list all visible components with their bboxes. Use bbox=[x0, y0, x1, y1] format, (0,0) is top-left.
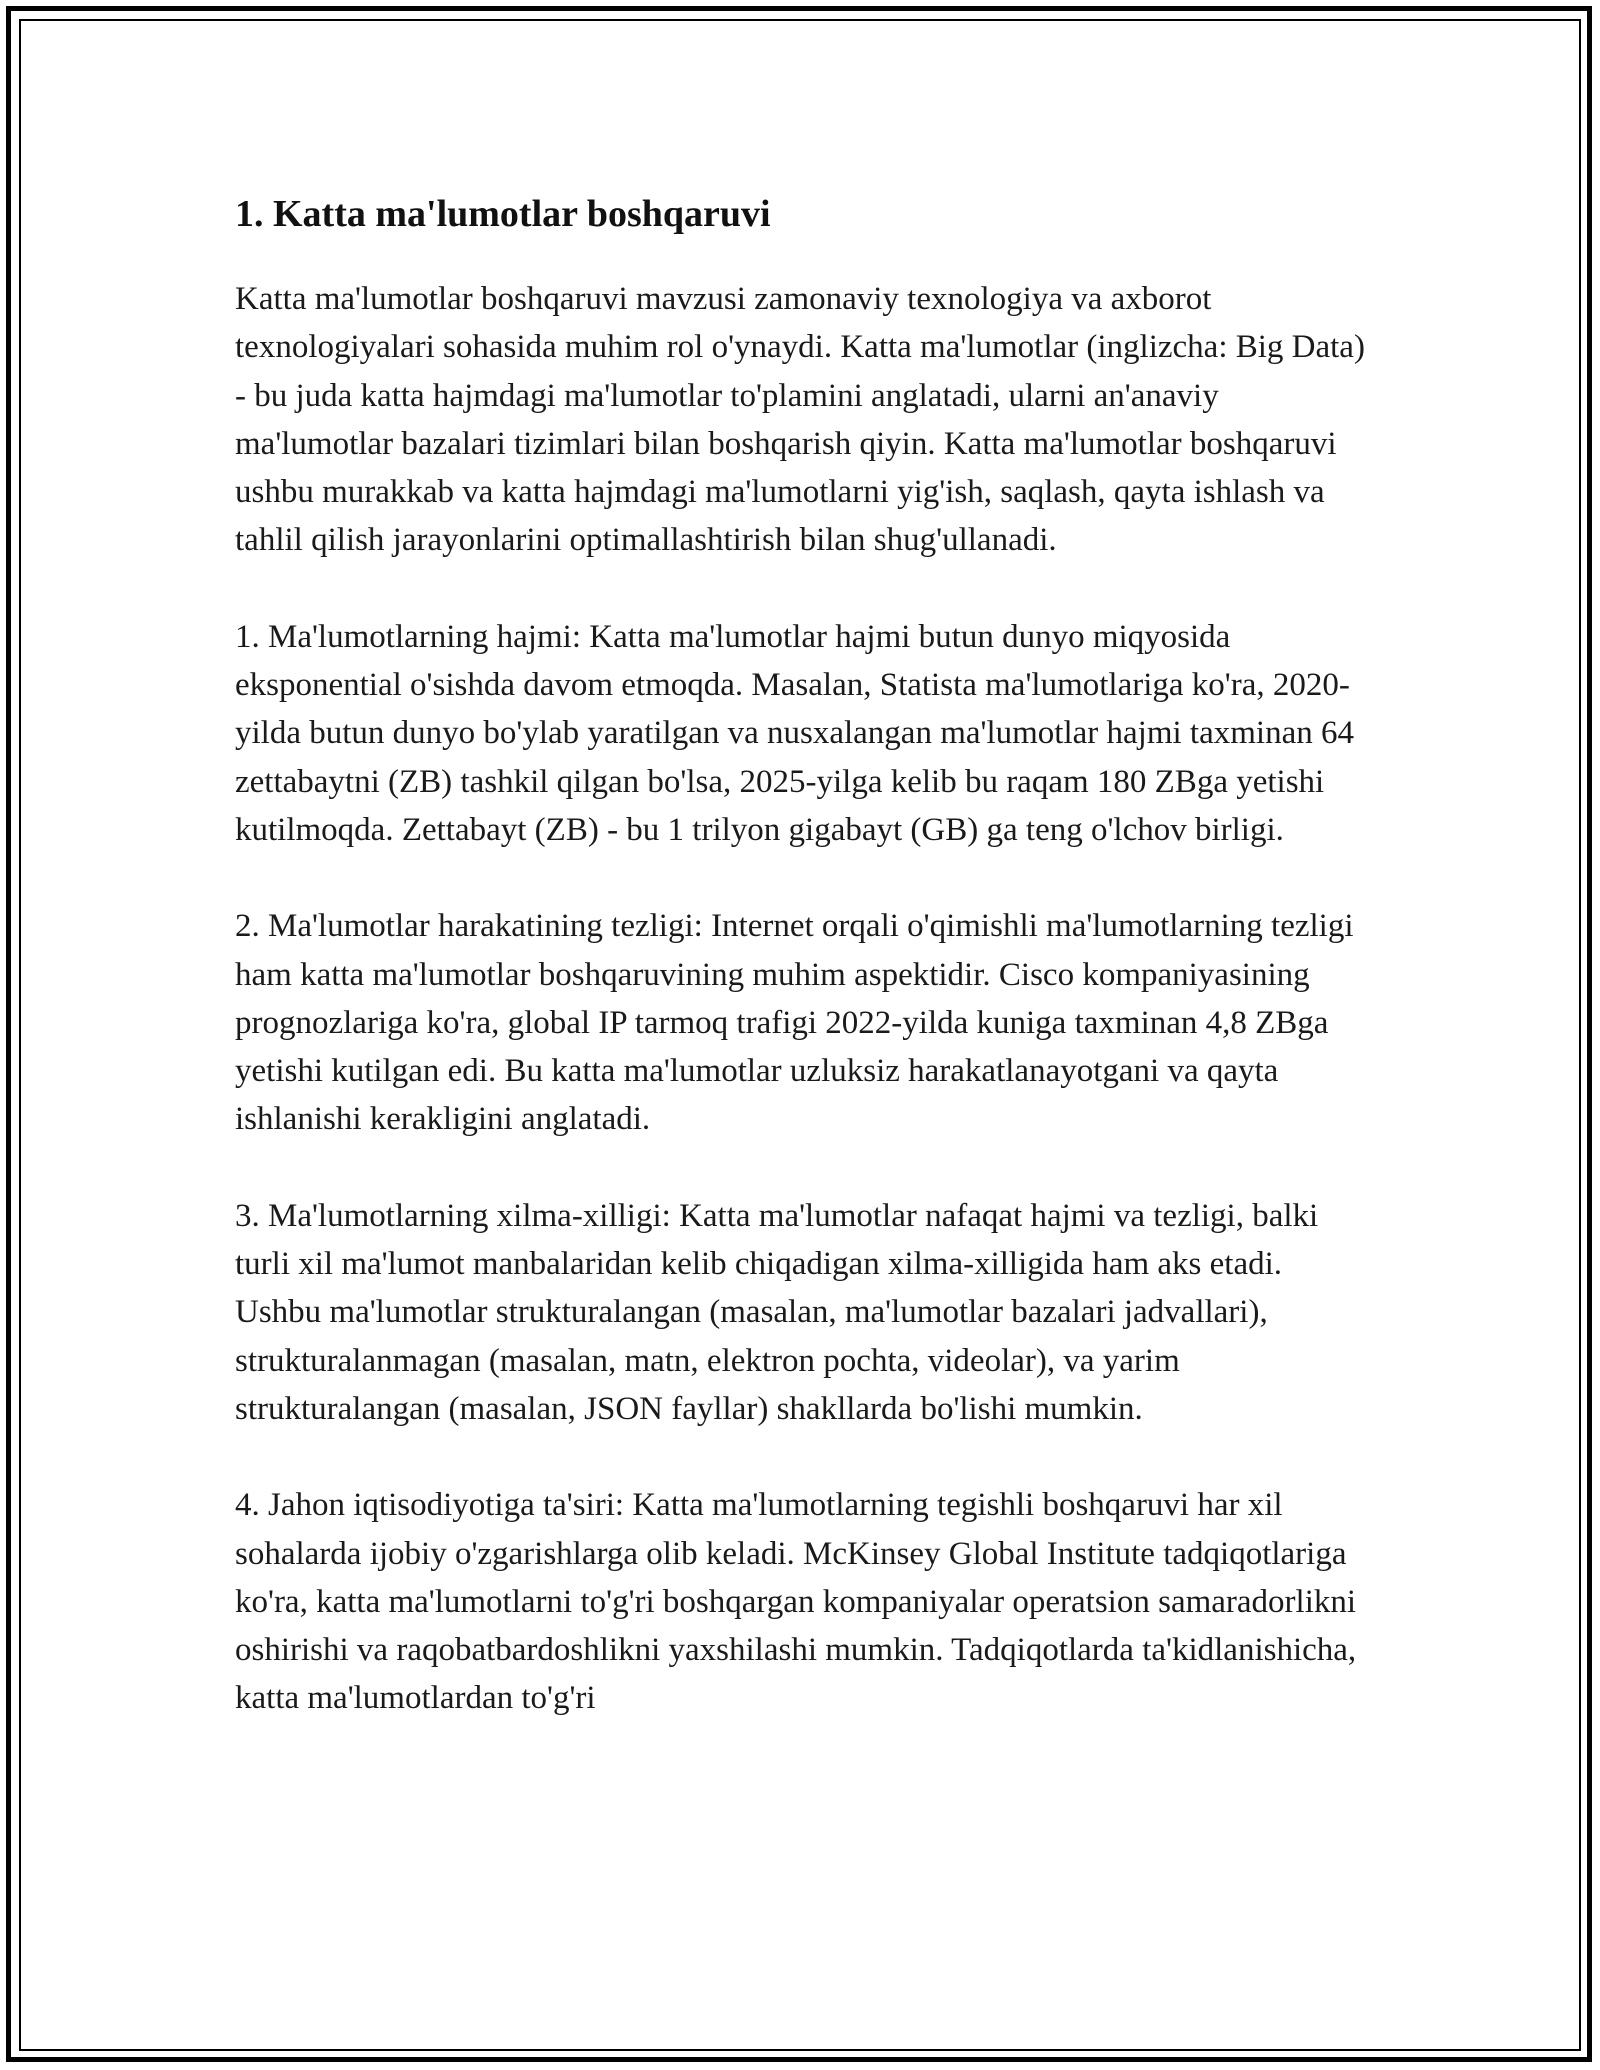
section-heading: 1. Katta ma'lumotlar boshqaruvi bbox=[235, 193, 771, 235]
intro-paragraph: Katta ma'lumotlar boshqaruvi mavzusi zamonaviy texnologiya va axborot texnologiyalari sohasida muhim rol o'ynaydi. Katta ma'lumotlar (inglizcha: Big Data) - bu juda katta hajmdagi ma'lumotlar to'plamini anglatadi, ularni an'anaviy ma'lumotlar bazalari tizimlari bilan boshqarish qiyin. Katta ma'lumotlar boshqaruvi ushbu murakkab va katta hajmdagi ma'lumotlarni yig'ish, saqlash, qayta ishlash va tahlil qilish jarayonlarini optimallashtirish bilan shug'ullanadi. bbox=[235, 281, 1365, 559]
paragraph-data-volume: 1. Ma'lumotlarning hajmi: Katta ma'lumotlar hajmi butun dunyo miqyosida eksponential o'sishda davom etmoqda. Masalan, Statista ma'lumotlariga ko'ra, 2020-yilda butun dunyo bo'ylab yaratilgan va nusxalangan ma'lumotlar hajmi taxminan 64 zettabaytni (ZB) tashkil qilgan bo'lsa, 2025-yilga kelib bu raqam 180 ZBga yetishi kutilmoqda. Zettabayt (ZB) - bu 1 trilyon gigabayt (GB) ga teng o'lchov birligi. bbox=[235, 618, 1354, 848]
paragraph-data-velocity: 2. Ma'lumotlar harakatining tezligi: Internet orqali o'qimishli ma'lumotlarning tezligi ham katta ma'lumotlar boshqaruvining muhim aspektidir. Cisco kompaniyasining prognozlariga ko'ra, global IP tarmoq trafigi 2022-yilda kuniga taxminan 4,8 ZBga yetishi kutilgan edi. Bu katta ma'lumotlar uzluksiz harakatlanayotgani va qayta ishlanishi kerakligini anglatadi. bbox=[235, 908, 1354, 1138]
paragraph-data-variety: 3. Ma'lumotlarning xilma-xilligi: Katta ma'lumotlar nafaqat hajmi va tezligi, balki turli xil ma'lumot manbalaridan kelib chiqadigan xilma-xilligida ham aks etadi. Ushbu ma'lumotlar strukturalangan (masalan, ma'lumotlar bazalari jadvallari), strukturalanmagan (masalan, matn, elektron pochta, videolar), va yarim strukturalangan (masalan, JSON fayllar) shakllarda bo'lishi mumkin. bbox=[235, 1197, 1319, 1427]
paragraph-economic-impact: 4. Jahon iqtisodiyotiga ta'siri: Katta ma'lumotlarning tegishli boshqaruvi har xil sohalarda ijobiy o'zgarishlarga olib keladi. McKinsey Global Institute tadqiqotlariga ko'ra, katta ma'lumotlarni to'g'ri boshqargan kompaniyalar operatsion samaradorlikni oshirishi va raqobatbardoshlikni yaxshilashi mumkin. Tadqiqotlarda ta'kidlanishicha, katta ma'lumotlardan to'g'ri bbox=[235, 1487, 1357, 1717]
document-body bbox=[235, 183, 1370, 1771]
